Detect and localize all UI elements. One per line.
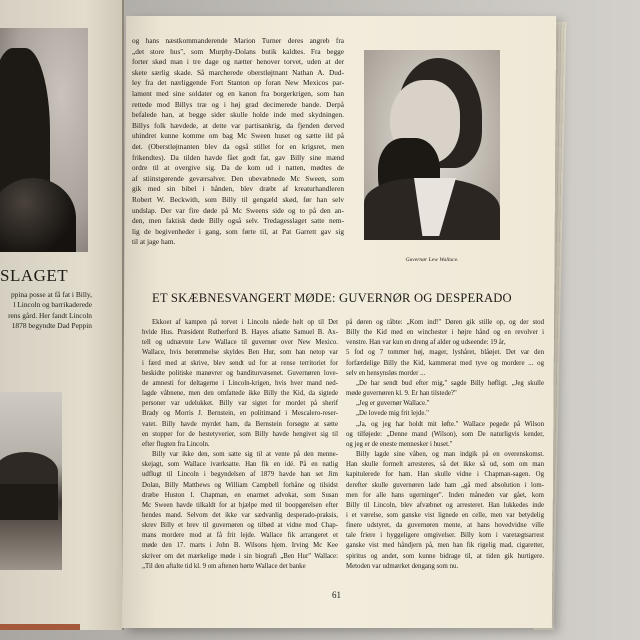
text-line: forter skød man i tre dage og nætter henover torvet, uden at der: [132, 57, 344, 67]
text-line: Billy til Lincoln, blev afvæbnet og arresteret. Han lukkedes inde: [346, 501, 544, 509]
text-line: 1878 begyndte Dad Peppin: [11, 320, 92, 330]
text-line: udflugt til Lincoln i begyndelsen af 1879 havde han set Jim: [142, 471, 338, 479]
text-line: og jeg er de eneste mennesker i huset.": [346, 440, 453, 448]
text-line: Dolan, Billy Matthews og William Campbell forhåne og tilsidst: [142, 481, 338, 489]
text-line: på døren og råbte: „Kom ind!" Døren gik stille op, og der stod: [346, 319, 544, 326]
text-line: Mc Sween havde tilkaldt for at hjælpe med til boopgørelsen efter: [142, 501, 338, 509]
text-line: gik med sin bibel i hånden, blev dræbt af kreaturhandleren: [132, 184, 344, 194]
text-line: og hans næstkommanderende Marion Turner deres angreb fra: [132, 36, 344, 45]
text-line: i et værelse, som ganske vist lignede en celle, men var betydelig: [346, 511, 544, 519]
text-line: Han skulle formelt arresteres, så det ikke så ud, som om man: [346, 461, 544, 469]
text-line: tell og udnævnte Lew Wallace til guvernør over New Mexico.: [142, 339, 338, 347]
text-line: til at jage ham.: [132, 237, 176, 247]
text-line: „De har sendt bud efter mig," sagde Billy høfligt. „Jeg skulle: [356, 379, 544, 387]
text-line: derefter skulle guvernøren lade ham „gå med absolution i lom-: [346, 481, 544, 489]
text-line: „De lovede mig frit lejde.": [356, 410, 429, 418]
text-line: Billy the Kid med en winchester i højre hånd og en revolver i: [346, 329, 544, 337]
text-line: skejagt, som Wallace iværksatte. Han fik en idé. På en natlig: [142, 461, 338, 469]
text-line: selv en hensynsløs morder ...: [346, 369, 426, 377]
text-line: hendes mand. Selvom det ikke var sædvanlig desperado-praksis,: [142, 511, 338, 519]
left-photo-woman: [0, 28, 88, 252]
text-line: Brady og Morris J. Bernstein, en politimand i Mescalero-reser-: [142, 410, 338, 418]
text-line: hvide Hus. Præsident Rutherford B. Hayes afsatte Samuel B. Ax-: [142, 329, 338, 337]
text-line: lig de begivenheder i gang, som førte til, at Pat Garrett gav sig: [132, 226, 344, 236]
text-line: 5 fod og 7 tommer høj, mager, lyshåret, blåøjet. Det var den: [346, 349, 544, 357]
top-text-block: [132, 36, 344, 248]
text-line: Billy lagde sine våben, og man indgik på en overenskomst.: [356, 451, 544, 459]
portrait-photo: [364, 50, 500, 240]
text-line: skrev Billy et brev til guvernøren og tilbød at vidne mod Chap-: [142, 522, 338, 530]
text-line: „det store hus", som Murphy-Dolans butik kaldtes. Fra begge: [132, 46, 344, 56]
text-line: Metoden var udmærket dengang som nu.: [346, 562, 459, 570]
text-line: venstre. Han var kun en dreng af alder og udseende: 19 år,: [346, 339, 506, 347]
text-line: af stiinstgørende geværsalver. Den ubevæbnede Mc Sween, som: [132, 173, 344, 183]
text-line: forfærdelige Billy the Kid, kammerat med tyve og mordere ... og: [346, 359, 544, 367]
text-line: i færd med at skrive, blev sendt ud for at rense territoriet for: [142, 359, 338, 367]
text-line: vatet. Billy havde myrdet ham, da Bernstein forsøgte at sætte: [142, 420, 338, 428]
page-number: 61: [332, 590, 341, 600]
text-line: undslap. Der var fire døde på Mc Sweens side og to på den an-: [132, 205, 344, 215]
text-line: „Jeg er guvernør Wallace.": [356, 400, 430, 408]
text-line: uhindret kunne komme om bag Mc Sween huset og sætte ild på: [132, 131, 344, 141]
text-line: dræbe Huston I. Chapman, en enarmet advokat, som Susan: [142, 491, 338, 499]
text-line: skriver om det mærkelige møde i sin biografi „Ben Hur" Wallace:: [142, 552, 338, 560]
text-line: skete særlig skade. Så marcherede oberstløjtnant Nathan A. Dud-: [132, 67, 344, 77]
text-line: den, men faktisk døde Billy også selv. Tredagesslaget satte nem-: [132, 216, 344, 226]
text-line: men for alle hans ugerninger". Inden måneden var gået, kom: [346, 491, 544, 499]
text-line: Ekkoet af kampen på torvet i Lincoln nåede helt op til Det: [152, 319, 338, 326]
text-line: lagde våbnene, men den omfattede ikke Billy the Kid, da sigtede: [142, 390, 338, 398]
text-line: Wallace, hvis berømmelse skyldes Ben Hur, som han netop var: [142, 349, 338, 357]
text-line: lament med sine soldater og en kanon fra borgerkrigen, som han: [132, 88, 344, 98]
text-line: møde den 17. marts i John B. Wilsons hjem. Irving Mc Kee: [142, 542, 338, 550]
text-line: befalede han, at begge sider skulle holde inde med skydningen.: [132, 110, 344, 120]
text-line: rens gård. Her fandt Lincoln: [8, 310, 92, 320]
text-line: ordre til at overgive sig. Da de kom ud i natten, mødtes de: [132, 163, 344, 173]
text-line: de amnesti for deltagerne i Lincoln-krigen, hvis hver mand ned-: [142, 379, 338, 387]
text-line: og tilføjede: „Denne mand (Wilson), som De naturligvis kender,: [346, 430, 544, 438]
portrait-caption: Guvernør Lew Wallace.: [405, 257, 459, 263]
text-line: efter flugten fra Lincoln.: [142, 440, 210, 448]
text-line: ppina posse at få fat i Billy,: [10, 290, 92, 299]
text-line: møde guvernøren kl. 9. Er han tilstede?": [346, 390, 457, 398]
text-line: frikendtes). Da tilden havde fået godt fat, gav Billy sine mænd: [132, 152, 344, 162]
left-heading: SLAGET: [0, 266, 69, 285]
text-line: rettede mod Billys træ og i høj grad decimerede bande. Derpå: [132, 99, 344, 109]
text-line: „Ja, og jeg har holdt mit løfte." Wallace pegede på Wilson: [356, 420, 544, 428]
text-line: finere udstyret, da guvernøren mente, at hans hovedvidne ville: [346, 522, 544, 530]
text-line: l Lincoln og barrikaderede: [13, 300, 92, 310]
text-line: kapitulerede for ham. Han skulle vidne i Chapman-sagen. Og: [346, 471, 544, 479]
text-line: Billys folk hævdede, at dette var partisankrig, da fjenden derved: [132, 120, 344, 130]
text-line: Billy var ikke den, som satte sig til at vente på den menne-: [152, 451, 338, 459]
text-line: „Til den aftalte tid kl. 9 om aftenen hørte Wallace det banke: [142, 562, 306, 570]
text-line: beskidte politiske manøvrer og banditurvæsenet. Guvernøren love-: [142, 369, 338, 377]
text-line: ley fra det nærliggende Fort Stanton op foran New Mexicos par-: [132, 78, 344, 88]
text-line: det. (Oberstløjtnanten blev da også stillet for en krigsret, men: [132, 141, 344, 151]
article-column-2: [346, 318, 544, 572]
text-line: Robert W. Beckwith, som Billy til gengæld skød, før han selv: [132, 194, 344, 204]
photo-wagon: [0, 484, 58, 520]
photo-skirt: [0, 178, 76, 252]
text-line: mans mordere mod at få frit lejde. Wallace fik arrangeret et: [142, 532, 338, 540]
article-column-1: [142, 318, 338, 572]
text-line: en stopper for de hestetyverier, som Billy havde hengivet sig til: [142, 430, 338, 438]
left-photo-wagon: [0, 392, 62, 570]
text-line: spiritus og andet, som kunne bidrage til, at tiden gik hurtigere.: [346, 552, 544, 560]
book-cover-edge: [0, 624, 80, 630]
text-line: ganske vist med håndjern på, men han fik rigelig mad, cigaretter,: [346, 542, 544, 550]
article-title: ET SKÆBNESVANGERT MØDE: GUVERNØR OG DESPERADO: [152, 291, 512, 305]
left-photo-caption: een.: [0, 248, 10, 254]
text-line: tale friere i hyggeligere omgivelser. Billy kom i varetægtsarrest: [346, 532, 544, 540]
text-line: personer var udelukket. Billy var sigtet for mordet på sherif: [142, 400, 338, 408]
left-text-block: [0, 290, 92, 331]
